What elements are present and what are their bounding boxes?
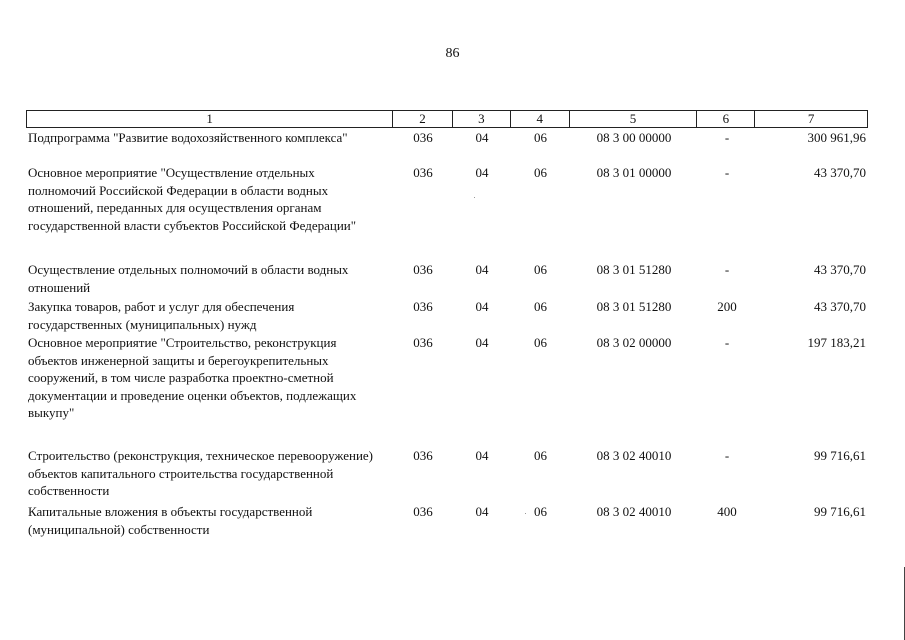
row-subsection: 06 — [534, 299, 547, 314]
row-name: Строительство (реконструкция, техническое перевооружение) объектов капитального строительства государственной собственности — [28, 448, 374, 498]
row-section: 04 — [475, 335, 489, 350]
header-col-4: 4 — [511, 111, 570, 127]
table-row — [26, 261, 868, 298]
row-type: - — [724, 448, 730, 463]
row-admin: 036 — [413, 448, 433, 463]
row-admin: 036 — [413, 165, 433, 180]
row-amount: 197 183,21 — [807, 335, 866, 350]
row-name: Основное мероприятие "Строительство, реконструкция объектов инженерной защиты и берегоукрепительных сооружений, в том числе разработка проектно-сметной документации и проведение оценки объектов, подлежащих выкупу" — [28, 335, 357, 420]
row-admin: 036 — [413, 130, 433, 145]
header-col-1: 1 — [27, 111, 393, 127]
row-subsection: 06 — [534, 165, 547, 180]
scan-speck — [525, 513, 526, 514]
row-admin: 036 — [413, 335, 433, 350]
page-number: 86 — [445, 46, 460, 61]
row-type: - — [724, 262, 730, 277]
row-section: 04 — [475, 299, 489, 314]
header-col-7: 7 — [807, 111, 815, 126]
table-row — [26, 503, 868, 539]
header-col-5: 5 — [570, 111, 698, 127]
header-col-2: 2 — [393, 111, 453, 127]
row-subsection: 06 — [534, 504, 547, 519]
row-amount: 43 370,70 — [814, 165, 866, 180]
row-admin: 036 — [413, 299, 433, 314]
row-target: 08 3 02 00000 — [596, 335, 672, 350]
row-type: - — [724, 165, 730, 180]
row-section: 04 — [475, 165, 489, 180]
row-name: Капитальные вложения в объекты государственной (муниципальной) собственности — [28, 504, 313, 537]
row-target: 08 3 01 51280 — [596, 299, 672, 314]
table-row — [26, 164, 868, 261]
row-target: 08 3 02 40010 — [596, 504, 672, 519]
row-target: 08 3 02 40010 — [596, 448, 672, 463]
header-col-3: 3 — [453, 111, 511, 127]
row-amount: 99 716,61 — [814, 448, 866, 463]
header-col-6: 6 — [697, 111, 755, 127]
row-name: Подпрограмма "Развитие водохозяйственного комплекса" — [28, 130, 348, 145]
table-row — [26, 334, 868, 447]
row-target: 08 3 01 51280 — [596, 262, 672, 277]
row-target: 08 3 01 00000 — [596, 165, 672, 180]
row-type: - — [724, 335, 730, 350]
row-type: 400 — [717, 504, 737, 519]
row-subsection: 06 — [534, 335, 547, 350]
row-section: 04 — [475, 448, 489, 463]
row-type: 200 — [717, 299, 737, 314]
row-amount: 300 961,96 — [807, 130, 866, 145]
row-section: 04 — [475, 504, 489, 519]
row-amount: 99 716,61 — [814, 504, 866, 519]
table-row — [26, 129, 868, 164]
row-subsection: 06 — [534, 448, 547, 463]
table-row — [26, 447, 868, 503]
row-admin: 036 — [413, 504, 433, 519]
row-name: Основное мероприятие "Осуществление отдельных полномочий Российской Федерации в области водных отношений, переданных для осуществления органам государственной власти субъектов Российской Федерации" — [28, 165, 357, 233]
row-target: 08 3 00 00000 — [596, 130, 672, 145]
table-header — [26, 110, 868, 128]
budget-table — [26, 110, 868, 539]
row-amount: 43 370,70 — [814, 262, 866, 277]
row-name: Закупка товаров, работ и услуг для обеспечения государственных (муниципальных) нужд — [28, 299, 295, 332]
row-name: Осуществление отдельных полномочий в области водных отношений — [28, 262, 349, 295]
row-section: 04 — [475, 262, 489, 277]
scan-speck — [474, 197, 475, 198]
row-admin: 036 — [413, 262, 433, 277]
row-subsection: 06 — [534, 262, 547, 277]
row-subsection: 06 — [534, 130, 547, 145]
table-row — [26, 298, 868, 334]
row-section: 04 — [475, 130, 489, 145]
row-amount: 43 370,70 — [814, 299, 866, 314]
row-type: - — [724, 130, 730, 145]
